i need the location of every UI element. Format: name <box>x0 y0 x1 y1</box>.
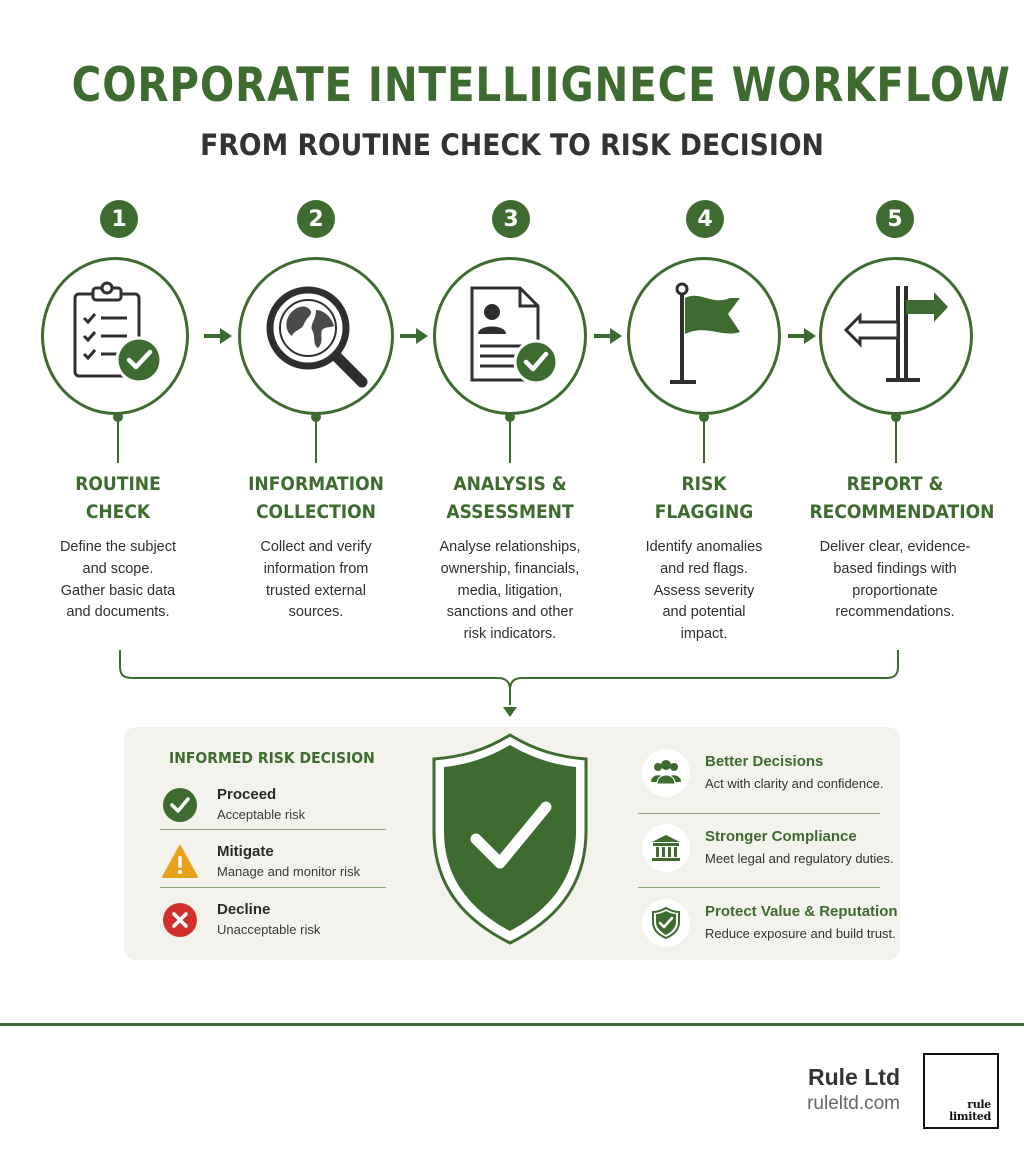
logo-word-limited: limited <box>949 1110 991 1123</box>
benefit-title: Stronger Compliance <box>705 828 857 845</box>
shield-check-icon <box>430 731 590 947</box>
divider <box>638 813 880 814</box>
warning-triangle-icon <box>162 844 198 880</box>
connector-stem <box>895 413 897 463</box>
divider <box>160 829 386 830</box>
connector-stem <box>509 413 511 463</box>
option-proceed <box>160 783 386 839</box>
step-icon-ring <box>433 257 587 415</box>
step-description: Identify anomalies and red flags. Assess severity and potential impact. <box>645 539 763 643</box>
page-subtitle: FROM ROUTINE CHECK TO RISK DECISION <box>200 128 824 162</box>
connector-stem <box>117 413 119 463</box>
benefit-sub: Act with clarity and confidence. <box>705 776 884 791</box>
benefit-title: Better Decisions <box>705 753 824 770</box>
step-number: 5 <box>876 200 914 238</box>
step-title: INFORMATION COLLECTION <box>248 473 384 523</box>
company-url[interactable]: ruleltd.com <box>807 1093 900 1114</box>
footer-divider <box>0 1023 1024 1026</box>
company-block <box>807 1064 900 1115</box>
decision-panel <box>124 727 900 960</box>
globe-magnifier-icon <box>260 280 372 392</box>
step-icon-ring <box>238 257 394 415</box>
step-number: 1 <box>100 200 138 238</box>
page-title: CORPORATE INTELLIIGNECE WORKFLOW <box>71 58 1011 113</box>
option-sub: Unacceptable risk <box>217 922 321 937</box>
benefit-icon-circle <box>642 899 690 947</box>
signpost-icon <box>840 280 952 392</box>
step-description: Define the subject and scope. Gather basic data and documents. <box>59 539 177 621</box>
benefit-better-decisions <box>640 749 890 809</box>
shield-check-small-icon <box>652 907 680 939</box>
clipboard-check-icon <box>59 280 171 392</box>
benefit-icon-circle <box>642 749 690 797</box>
logo-word-rule: rule <box>967 1098 991 1111</box>
divider <box>638 887 880 888</box>
step-icon-ring <box>627 257 781 415</box>
document-person-check-icon <box>454 280 566 392</box>
benefit-stronger-compliance <box>640 824 894 884</box>
step-description: Analyse relationships, ownership, financials, media, litigation, sanctions and other risk indicators. <box>439 539 581 643</box>
divider <box>160 887 386 888</box>
step-title: RISK FLAGGING <box>654 473 754 523</box>
x-circle-icon <box>162 902 198 938</box>
step-number: 2 <box>297 200 335 238</box>
connector-stem <box>703 413 705 463</box>
option-sub: Acceptable risk <box>217 807 306 822</box>
people-group-icon <box>649 758 683 788</box>
option-label: Decline <box>217 901 271 918</box>
option-decline <box>160 898 386 954</box>
arrow-right-icon <box>398 325 430 347</box>
company-logo <box>923 1053 999 1129</box>
connector-stem <box>315 413 317 463</box>
step-icon-ring <box>819 257 973 415</box>
option-label: Proceed <box>217 786 277 803</box>
benefit-title: Protect Value & Reputation <box>705 903 898 920</box>
step-icon-ring <box>41 257 189 415</box>
company-name: Rule Ltd <box>808 1064 900 1090</box>
step-number: 4 <box>686 200 724 238</box>
step-number: 3 <box>492 200 530 238</box>
arrow-right-icon <box>202 325 234 347</box>
institution-icon <box>650 833 682 863</box>
flag-icon <box>648 280 760 392</box>
benefit-sub: Meet legal and regulatory duties. <box>705 851 894 866</box>
arrow-right-icon <box>592 325 624 347</box>
benefit-icon-circle <box>642 824 690 872</box>
decision-title: INFORMED RISK DECISION <box>169 749 375 767</box>
bracket-connector <box>110 645 910 725</box>
step-title: REPORT & RECOMMENDATION <box>809 473 995 523</box>
check-circle-icon <box>162 787 198 823</box>
step-title: ANALYSIS & ASSESSMENT <box>446 473 574 523</box>
option-label: Mitigate <box>217 843 274 860</box>
step-title: ROUTINE CHECK <box>75 473 161 523</box>
benefit-protect-value <box>640 899 898 959</box>
arrow-right-icon <box>786 325 818 347</box>
benefit-sub: Reduce exposure and build trust. <box>705 926 896 941</box>
option-sub: Manage and monitor risk <box>217 864 361 879</box>
step-description: Collect and verify information from trusted external sources. <box>260 539 372 621</box>
step-description: Deliver clear, evidence- based findings with proportionate recommendations. <box>819 539 971 621</box>
